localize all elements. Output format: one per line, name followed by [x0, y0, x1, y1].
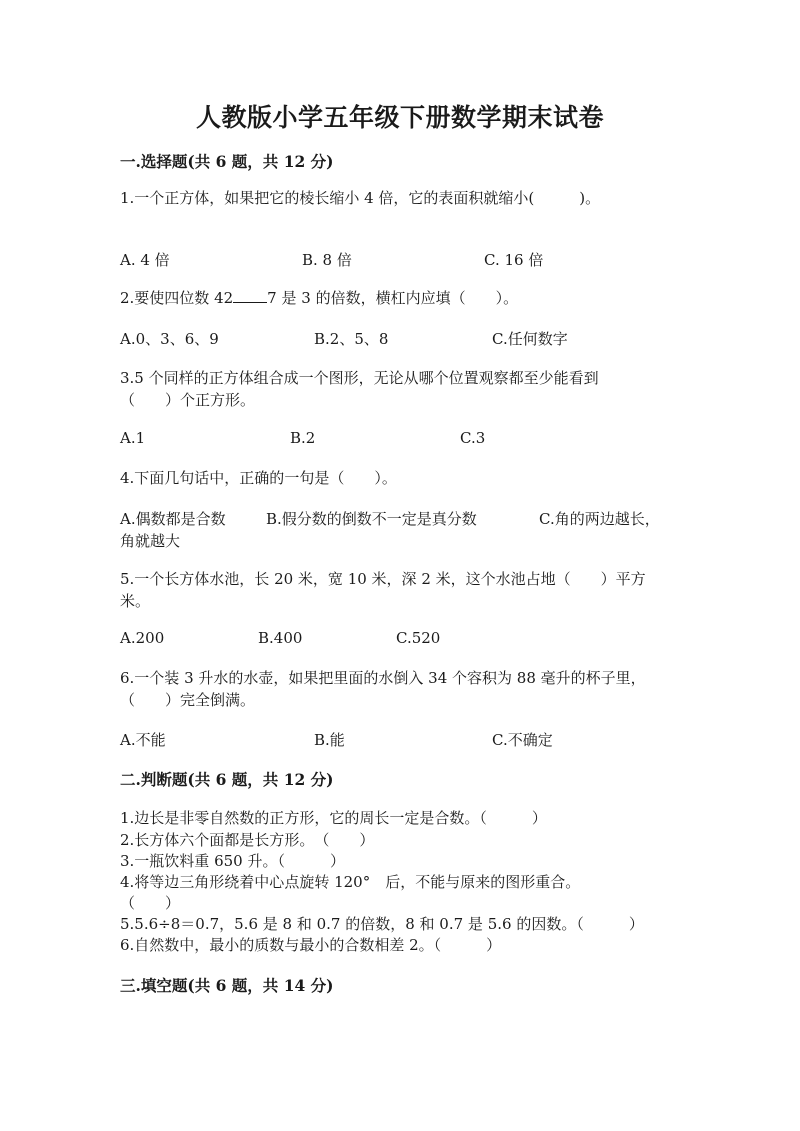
- q4-option-c: C.角的两边越长，: [539, 510, 660, 528]
- q2-option-a: A.0、3、6、9: [120, 330, 219, 348]
- q4-option-c-continued: 角就越大: [120, 532, 181, 550]
- q1-option-b: B. 8 倍: [302, 251, 352, 269]
- section-header-choice: 一.选择题(共 6 题，共 12 分): [120, 152, 334, 171]
- judge-item-5: 5.5.6÷8＝0.7，5.6 是 8 和 0.7 的倍数，8 和 0.7 是 5.6 的因数。（ ）: [120, 915, 644, 933]
- question-3-line-2: （ ）个正方形。: [120, 391, 256, 409]
- judge-item-4-answer: （ ）: [120, 894, 181, 912]
- q2-option-c: C.任何数字: [492, 330, 568, 348]
- q6-option-b: B.能: [314, 731, 345, 749]
- question-2-stem-end: 7 是 3 的倍数，横杠内应填（ ）。: [267, 289, 519, 307]
- q1-option-c: C. 16 倍: [484, 251, 544, 269]
- q6-option-c: C.不确定: [492, 731, 553, 749]
- q3-option-c: C.3: [460, 429, 486, 447]
- page-title: 人教版小学五年级下册数学期末试卷: [195, 103, 604, 132]
- question-2-stem-start: 2.要使四位数 42: [120, 289, 234, 307]
- q2-option-b: B.2、5、8: [314, 330, 389, 348]
- q6-option-a: A.不能: [120, 731, 166, 749]
- question-3-line-1: 3.5 个同样的正方体组合成一个图形，无论从哪个位置观察都至少能看到: [120, 369, 599, 387]
- question-6-line-1: 6.一个装 3 升水的水壶，如果把里面的水倒入 34 个容积为 88 毫升的杯子里，: [120, 669, 646, 687]
- q3-option-a: A.1: [120, 429, 146, 447]
- q5-option-b: B.400: [258, 629, 303, 647]
- section-header-fill: 三.填空题(共 6 题，共 14 分): [120, 976, 334, 995]
- judge-item-6: 6.自然数中，最小的质数与最小的合数相差 2。（ ）: [120, 936, 502, 954]
- q4-option-b: B.假分数的倒数不一定是真分数: [266, 510, 477, 528]
- question-5-line-1: 5.一个长方体水池，长 20 米，宽 10 米，深 2 米，这个水池占地（ ）平方: [120, 570, 646, 588]
- q5-option-c: C.520: [396, 629, 441, 647]
- judge-item-2: 2.长方体六个面都是长方形。 （ ）: [120, 831, 375, 849]
- question-5-line-2: 米。: [120, 592, 151, 610]
- q1-option-a: A. 4 倍: [120, 251, 170, 269]
- judge-item-3: 3.一瓶饮料重 650 升。（ ）: [120, 852, 345, 870]
- question-6-line-2: （ ）完全倒满。: [120, 691, 256, 709]
- judge-item-1: 1.边长是非零自然数的正方形，它的周长一定是合数。（ ）: [120, 809, 547, 827]
- question-4: 4.下面几句话中，正确的一句是（ ）。: [120, 469, 397, 487]
- q4-option-a: A.偶数都是合数: [120, 510, 226, 528]
- q5-option-a: A.200: [120, 629, 165, 647]
- question-1: 1.一个正方体，如果把它的棱长缩小 4 倍，它的表面积就缩小( )。: [120, 189, 601, 207]
- q3-option-b: B.2: [290, 429, 316, 447]
- fill-blank: [233, 288, 267, 303]
- section-header-judge: 二.判断题(共 6 题，共 12 分): [120, 770, 334, 789]
- question-2: [120, 287, 518, 309]
- judge-item-4: 4.将等边三角形绕着中心点旋转 120° 后，不能与原来的图形重合。: [120, 873, 581, 891]
